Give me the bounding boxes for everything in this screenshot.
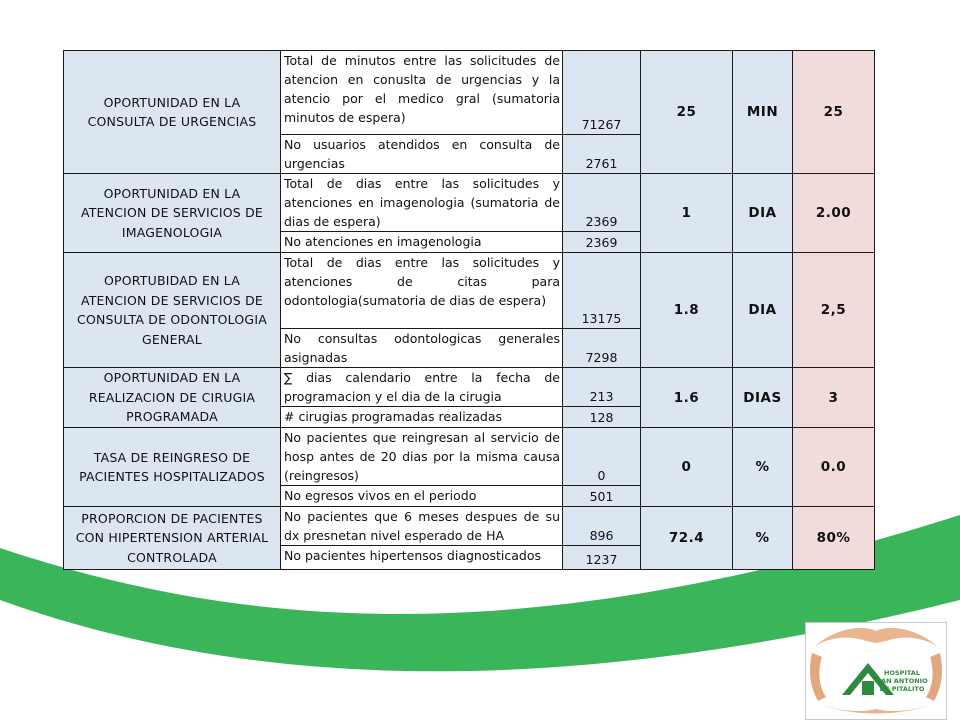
numerator-description: No pacientes que reingresan al servicio de hosp antes de 20 dias por la misma causa (reingresos) bbox=[281, 428, 563, 486]
numerator-value: 2369 bbox=[563, 174, 641, 232]
indicator-name: OPORTUNIDAD EN LA REALIZACION DE CIRUGIA PROGRAMADA bbox=[64, 368, 281, 428]
indicator-name: OPORTUNIDAD EN LA CONSULTA DE URGENCIAS bbox=[64, 51, 281, 174]
numerator-description: No pacientes que 6 meses despues de su dx presnetan nivel esperado de HA bbox=[281, 507, 563, 546]
numerator-value: 213 bbox=[563, 368, 641, 407]
result-value: 1 bbox=[641, 174, 733, 253]
unit-label: MIN bbox=[733, 51, 793, 174]
table-row bbox=[64, 51, 875, 135]
unit-label: DIA bbox=[733, 253, 793, 368]
denominator-value: 1237 bbox=[563, 546, 641, 570]
hands-logo-icon bbox=[806, 623, 946, 719]
denominator-value: 7298 bbox=[563, 329, 641, 368]
goal-value: 25 bbox=[793, 51, 875, 174]
goal-value: 2,5 bbox=[793, 253, 875, 368]
denominator-value: 2761 bbox=[563, 135, 641, 174]
result-value: 1.8 bbox=[641, 253, 733, 368]
denominator-description: No consultas odontologicas generales asignadas bbox=[281, 329, 563, 368]
logo-text-line2: SAN ANTONIO bbox=[876, 677, 928, 685]
numerator-description: ∑ dias calendario entre la fecha de programacion y el dia de la cirugia bbox=[281, 368, 563, 407]
denominator-description: No pacientes hipertensos diagnosticados bbox=[281, 546, 563, 570]
goal-value: 80% bbox=[793, 507, 875, 570]
numerator-description: Total de dias entre las solicitudes y atenciones en imagenologia (sumatoria de dias de espera) bbox=[281, 174, 563, 232]
logo-text-line1: HOSPITAL bbox=[884, 669, 920, 677]
indicator-name: OPORTUBIDAD EN LA ATENCION DE SERVICIOS DE CONSULTA DE ODONTOLOGIA GENERAL bbox=[64, 253, 281, 368]
denominator-value: 128 bbox=[563, 407, 641, 428]
table-row bbox=[64, 368, 875, 407]
numerator-description: Total de minutos entre las solicitudes de atencion en conuslta de urgencias y la atencio por el medico gral (sumatoria minutos de espera) bbox=[281, 51, 563, 135]
indicators-table bbox=[63, 50, 875, 570]
unit-label: % bbox=[733, 507, 793, 570]
table-row bbox=[64, 428, 875, 486]
numerator-description: Total de dias entre las solicitudes y atenciones de citas para odontologia(sumatoria de dias de espera) bbox=[281, 253, 563, 329]
denominator-description: No atenciones en imagenologia bbox=[281, 232, 563, 253]
numerator-value: 13175 bbox=[563, 253, 641, 329]
unit-label: % bbox=[733, 428, 793, 507]
goal-value: 2.00 bbox=[793, 174, 875, 253]
goal-value: 3 bbox=[793, 368, 875, 428]
table-row bbox=[64, 507, 875, 546]
indicator-name: PROPORCION DE PACIENTES CON HIPERTENSION ARTERIAL CONTROLADA bbox=[64, 507, 281, 570]
numerator-value: 71267 bbox=[563, 51, 641, 135]
goal-value: 0.0 bbox=[793, 428, 875, 507]
result-value: 25 bbox=[641, 51, 733, 174]
unit-label: DIA bbox=[733, 174, 793, 253]
table-row bbox=[64, 174, 875, 232]
denominator-description: No egresos vivos en el periodo bbox=[281, 486, 563, 507]
denominator-description: No usuarios atendidos en consulta de urgencias bbox=[281, 135, 563, 174]
denominator-value: 2369 bbox=[563, 232, 641, 253]
result-value: 1.6 bbox=[641, 368, 733, 428]
indicator-name: TASA DE REINGRESO DE PACIENTES HOSPITALIZADOS bbox=[64, 428, 281, 507]
logo-text-line3: DE PITALITO bbox=[879, 685, 925, 693]
hospital-logo bbox=[805, 622, 947, 720]
table-row bbox=[64, 253, 875, 329]
numerator-value: 896 bbox=[563, 507, 641, 546]
unit-label: DIAS bbox=[733, 368, 793, 428]
denominator-description: # cirugias programadas realizadas bbox=[281, 407, 563, 428]
result-value: 72.4 bbox=[641, 507, 733, 570]
result-value: 0 bbox=[641, 428, 733, 507]
numerator-value: 0 bbox=[563, 428, 641, 486]
denominator-value: 501 bbox=[563, 486, 641, 507]
indicator-name: OPORTUNIDAD EN LA ATENCION DE SERVICIOS DE IMAGENOLOGIA bbox=[64, 174, 281, 253]
